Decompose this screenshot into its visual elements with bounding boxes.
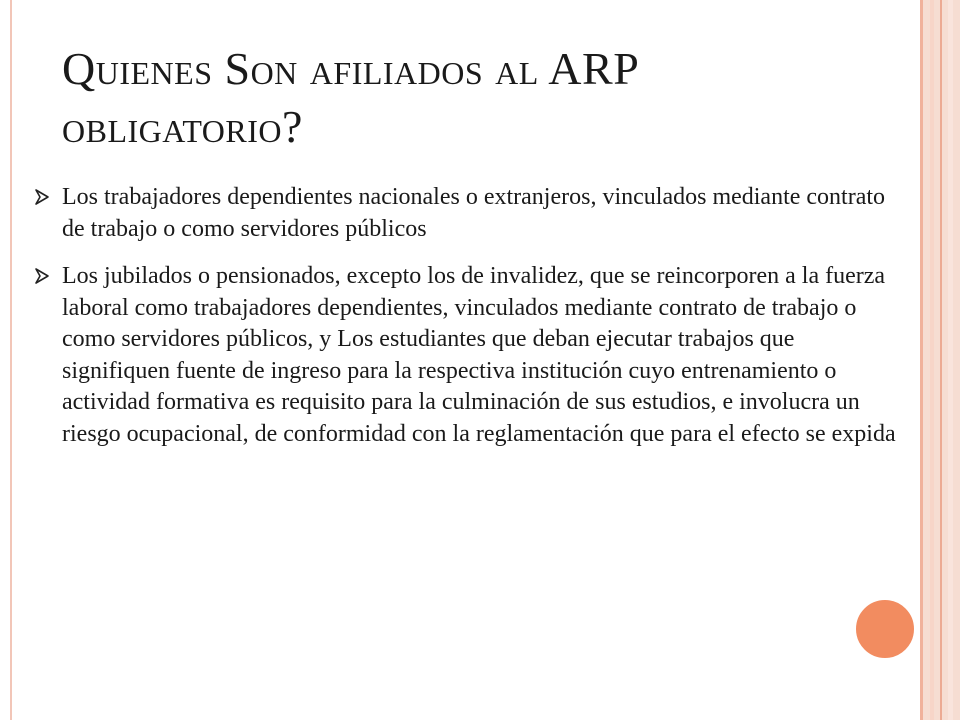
bullet-list [28, 182, 908, 466]
decorative-circle [854, 598, 916, 660]
decorative-stripe [920, 0, 923, 720]
decorative-stripe [948, 0, 953, 720]
bullet-text: Los trabajadores dependientes nacionales o extranjeros, vinculados mediante contrato de trabajo o como servidores públicos [62, 184, 886, 242]
decorative-stripe [940, 0, 942, 720]
decorative-stripe [930, 0, 934, 720]
bullet-text: Los jubilados o pensionados, excepto los de invalidez, que se reincorporen a la fuerza laboral como trabajadores dependientes, vinculados mediante contrato de trabajo o como servidores públicos, y Los estudiantes que deban ejecutar trabajos que signifiquen fuente de ingreso para la respectiva institución cuyo entrenamiento o actividad formativa es requisito para la culminación de sus estudios, e involucra un riesgo ocupacional, de conformidad con la reglamentación que para el efecto se expida [62, 263, 896, 447]
list-item [28, 261, 908, 450]
left-border-line [10, 0, 12, 720]
slide-title: Quienes Son afiliados al ARP obligatorio? [62, 43, 638, 152]
list-item [28, 182, 908, 245]
arrow-bullet-icon [32, 266, 52, 286]
arrow-bullet-icon [32, 187, 52, 207]
